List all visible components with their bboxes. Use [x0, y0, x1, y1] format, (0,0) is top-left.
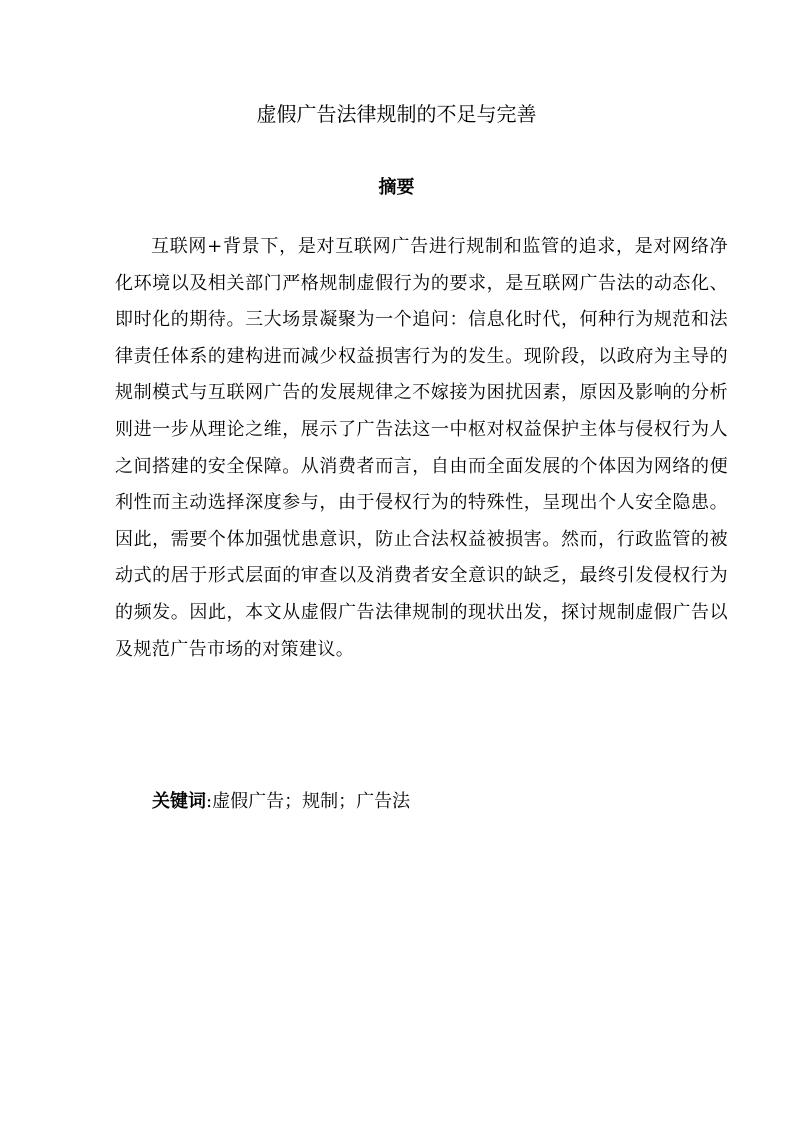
- keywords-separator: :: [206, 791, 213, 812]
- abstract-heading: 摘要: [378, 177, 415, 198]
- document-title: 虚假广告法律规制的不足与完善: [256, 102, 537, 126]
- abstract-body: 互联网+背景下，是对互联网广告进行规制和监管的追求，是对网络净化环境以及相关部门严格规制虚假行为的要求，是互联网广告法的动态化、即时化的期待。三大场景凝聚为一个追问：信息化时代，何种行为规范和法律责任体系的建构进而减少权益损害行为的发生。现阶段，以政府为主导的规制模式与互联网广告的发展规律之不嫁接为困扰因素，原因及影响的分析则进一步从理论之维，展示了广告法这一中枢对权益保护主体与侵权行为人之间搭建的安全保障。从消费者而言，自由而全面发展的个体因为网络的便利性而主动选择深度参与，由于侵权行为的特殊性，呈现出个人安全隐患。因此，需要个体加强忧患意识，防止合法权益被损害。然而，行政监管的被动式的居于形式层面的审查以及消费者安全意识的缺乏，最终引发侵权行为的频发。因此，本文从虚假广告法律规制的现状出发，探讨规制虚假广告以及规范广告市场的对策建议。: [115, 236, 728, 660]
- keywords-text: 虚假广告；规制；广告法: [212, 791, 411, 812]
- keywords-line: [152, 788, 410, 816]
- keywords-label: 关键词: [152, 791, 206, 812]
